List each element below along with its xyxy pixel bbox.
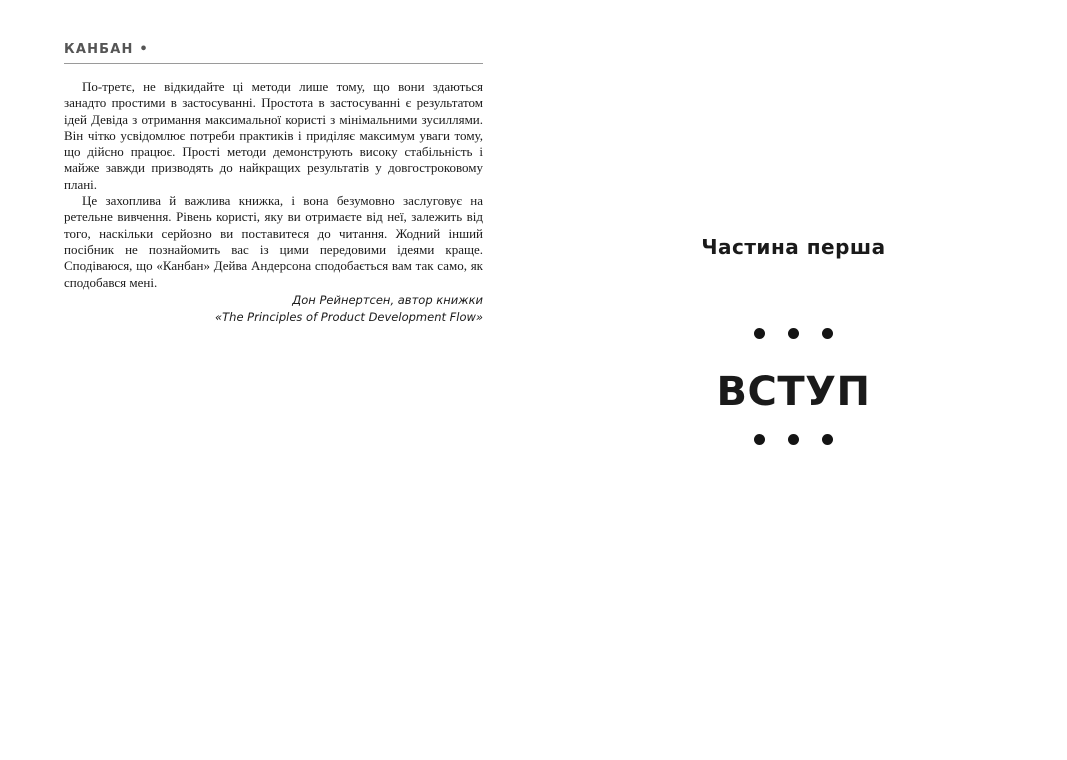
ornament-dots-top <box>640 328 947 339</box>
ornament-dot <box>754 434 765 445</box>
paragraph: По-третє, не відкидайте ці методи лише тому, що вони здаються занадто простими в застосуванні. Простота в застосуванні є результатом ідей Девіда з отримання максимальної користі з мінімальними зусиллями. Він чітко усвідомлює потреби практиків і приділяє максимум уваги тому, що дійсно працює. Прості методи демонструють високу стабільність і майже завжди призводять до найкращих результатів у довгостроковому плані. <box>64 79 483 192</box>
header-rule <box>64 63 483 64</box>
running-header: КАНБАН • <box>64 42 149 57</box>
ornament-dots-bottom <box>640 434 947 445</box>
body-text <box>64 79 483 291</box>
left-page <box>64 40 483 326</box>
chapter-title: ВСТУП <box>716 369 871 415</box>
part-title: Частина перша <box>701 235 886 259</box>
ornament-dot <box>754 328 765 339</box>
ornament-dot <box>788 328 799 339</box>
ornament-dot <box>788 434 799 445</box>
signature <box>64 292 483 326</box>
signature-author: Дон Рейнертсен, автор книжки <box>292 292 483 307</box>
ornament-dot <box>822 328 833 339</box>
ornament-dot <box>822 434 833 445</box>
right-page <box>640 0 947 760</box>
paragraph: Це захоплива й важлива книжка, і вона безумовно заслуговує на ретельне вивчення. Рівень користі, яку ви отримаєте від неї, залежить від того, наскільки серйозно ви поставитеся до читання. Жодний інший посібник не познайомить вас із цими передовими ідеями краще. Сподіваюся, що «Канбан» Дейва Андерсона сподобається вам так само, як сподобався мені. <box>64 193 483 290</box>
signature-book-title: «The Principles of Product Development Flow» <box>215 309 483 324</box>
